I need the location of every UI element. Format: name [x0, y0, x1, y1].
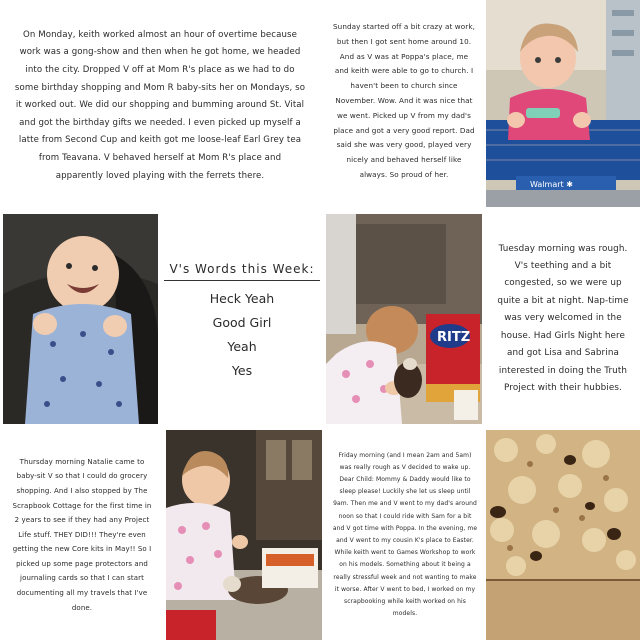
journal-text-tuesday: Tuesday morning was rough. V's teething and a bit congested, so we were up quite a bit at night. Nap-time was very welcomed in the house. Had Girls Night here and got Lisa and Sabrina interested in doing the Truth Project with their hubbies.	[497, 243, 629, 393]
word-item: Heck Yeah	[209, 291, 275, 306]
journal-card-tuesday	[486, 214, 640, 424]
journal-text-friday: Friday morning (and I mean 2am and 5am) was really rough as V decided to wake up. Dear Child: Mommy & Daddy would like to sleep please! Luckily she let us sleep until 9am. Then me and V went to my dad's around noon so that I could ride with Sam for a bit and V got time with Poppa. In the evening, me and V went to my cousin K's place to Easter. While keith went to Games Workshop to work on his models. Something about it being a really stressful week and not wanting to make it worse. After V went to bed, I worked on my scrapbooking while keith worked on his models.	[332, 451, 478, 618]
photo-cookie-bars-image	[486, 430, 640, 640]
photo-girl-with-ferret-image	[166, 430, 322, 640]
journal-card-monday	[0, 0, 320, 210]
cart-walmart-label: Walmart ✱	[530, 180, 573, 189]
photo-girl-in-cart	[486, 0, 640, 207]
journal-text-sunday: Sunday started off a bit crazy at work, but then I got sent home around 10. And as V was at Poppa's place, me and keith were able to go to church. I haven't been to church since November. Wow. And it was nice that we went. Picked up V from my dad's place and got a very good report. Dad said she was very good, played very nicely and behaved herself like always. So proud of her.	[333, 22, 475, 179]
journal-text-monday: On Monday, keith worked almost an hour of overtime because work was a gong-show and then when he got home, we headed into the city. Dropped V off at Mom R's place as we had to do some birthday shopping and Mom R baby-sits her on Mondays, so it worked out. We did our shopping and bumming around St. Vital and got the birthday gifts we needed. I even picked up myself a latte from Second Cup and keith got me loose-leaf Earl Grey tea from Teavana. V behaved herself at Mom R's place and apparently loved playing with the ferrets there.	[14, 29, 306, 181]
photo-girl-with-ritz-box	[326, 214, 482, 424]
words-of-the-week-card	[160, 214, 324, 424]
words-of-the-week	[160, 262, 324, 383]
journal-card-thursday	[0, 430, 164, 640]
journal-text-thursday: Thursday morning Natalie came to baby-sit V so that I could do grocery shopping. And I also stopped by The Scrapbook Cottage for the first time in 2 years to see if they had any Project Life stuff. THEY DID!!! They're even getting the new Core kits in May!! So I picked up some page protectors and journaling cards so that I can start documenting all my travels that I've done.	[12, 457, 152, 612]
journal-card-friday	[326, 430, 484, 640]
photo-girl-with-ferret	[166, 430, 322, 640]
photo-girl-with-ritz-box-image	[326, 214, 482, 424]
photo-smiling-baby	[3, 214, 158, 424]
photo-cookie-bars	[486, 430, 640, 640]
word-item: Yeah	[227, 339, 257, 354]
word-item: Good Girl	[212, 315, 272, 330]
word-item: Yes	[231, 363, 253, 378]
journal-card-sunday	[326, 0, 482, 210]
words-title: V's Words this Week:	[164, 262, 320, 281]
photo-smiling-baby-image	[3, 214, 158, 424]
photo-girl-in-cart-image	[486, 0, 640, 207]
ritz-box-logo: RITZ	[437, 330, 471, 345]
